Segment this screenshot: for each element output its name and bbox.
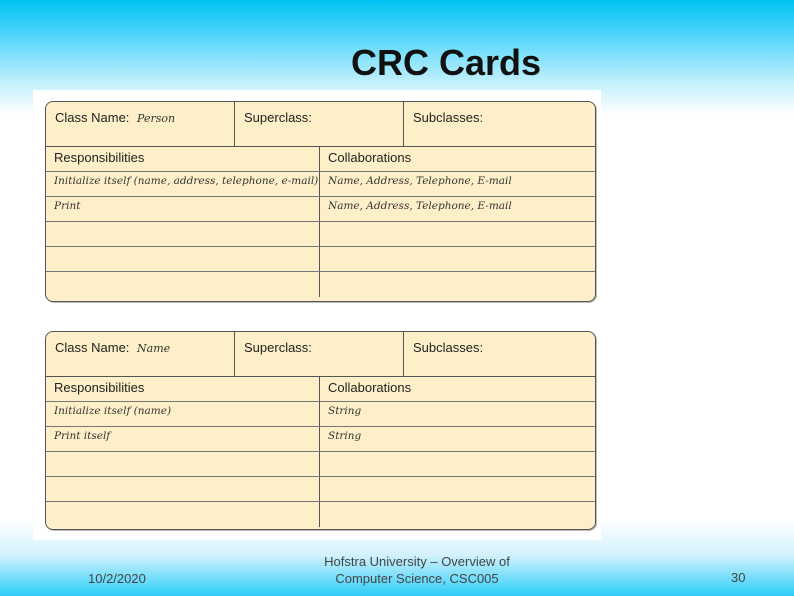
footer-line-2: Computer Science, CSC005: [335, 571, 499, 586]
collaboration-cell: String: [328, 430, 362, 442]
card-row: [46, 452, 595, 477]
class-name-value: Person: [137, 112, 176, 125]
subclasses-label: Subclasses:: [413, 110, 484, 125]
card-row: [46, 272, 595, 297]
card-row: [46, 197, 595, 222]
crc-card-name: [45, 331, 596, 530]
card-row: [46, 172, 595, 197]
subclasses-label: Subclasses:: [413, 340, 484, 355]
collaboration-cell: [320, 452, 595, 476]
class-name-label: Class Name:: [55, 110, 130, 125]
responsibility-cell: [46, 247, 320, 271]
responsibility-cell: [46, 477, 320, 501]
responsibility-cell: Print itself: [46, 427, 320, 451]
column-header-row: [46, 147, 595, 172]
responsibilities-header: Responsibilities: [46, 147, 320, 171]
collaborations-header: Collaborations: [328, 150, 412, 165]
card-header-row: [46, 102, 595, 147]
column-header-row: [46, 377, 595, 402]
superclass-label: Superclass:: [244, 340, 312, 355]
responsibility-cell: [46, 452, 320, 476]
card-row: [46, 402, 595, 427]
crc-card-person: [45, 101, 596, 302]
superclass-cell: [235, 332, 404, 376]
card-row: [46, 222, 595, 247]
collaboration-cell: [320, 272, 595, 297]
page-number: 30: [731, 570, 746, 585]
card-row: [46, 477, 595, 502]
card-header-row: [46, 332, 595, 377]
crc-cards-figure: [33, 90, 601, 540]
collaboration-cell: [320, 222, 595, 246]
footer-date: 10/2/2020: [88, 571, 146, 586]
responsibility-cell: [46, 502, 320, 527]
collaboration-cell: [320, 247, 595, 271]
card-row: [46, 427, 595, 452]
class-name-cell: [46, 102, 235, 146]
collaboration-cell: [320, 477, 595, 501]
superclass-label: Superclass:: [244, 110, 312, 125]
subclasses-cell: [404, 332, 595, 376]
collaboration-cell: String: [328, 405, 362, 417]
class-name-label: Class Name:: [55, 340, 130, 355]
footer-course-info: [297, 553, 537, 587]
card-row: [46, 247, 595, 272]
subclasses-cell: [404, 102, 595, 146]
slide-title: CRC Cards: [350, 42, 542, 83]
responsibility-cell: [46, 222, 320, 246]
class-name-value: Name: [137, 342, 171, 355]
class-name-cell: [46, 332, 235, 376]
responsibility-cell: Initialize itself (name, address, telephone, e-mail): [46, 172, 320, 196]
superclass-cell: [235, 102, 404, 146]
collaborations-header: Collaborations: [328, 380, 412, 395]
card-row: [46, 502, 595, 527]
responsibility-cell: Print: [46, 197, 320, 221]
responsibility-cell: [46, 272, 320, 297]
responsibilities-header: Responsibilities: [46, 377, 320, 401]
footer-line-1: Hofstra University – Overview of: [324, 554, 510, 569]
responsibility-cell: Initialize itself (name): [46, 402, 320, 426]
collaboration-cell: Name, Address, Telephone, E-mail: [328, 175, 512, 187]
collaboration-cell: [320, 502, 595, 527]
collaboration-cell: Name, Address, Telephone, E-mail: [328, 200, 512, 212]
